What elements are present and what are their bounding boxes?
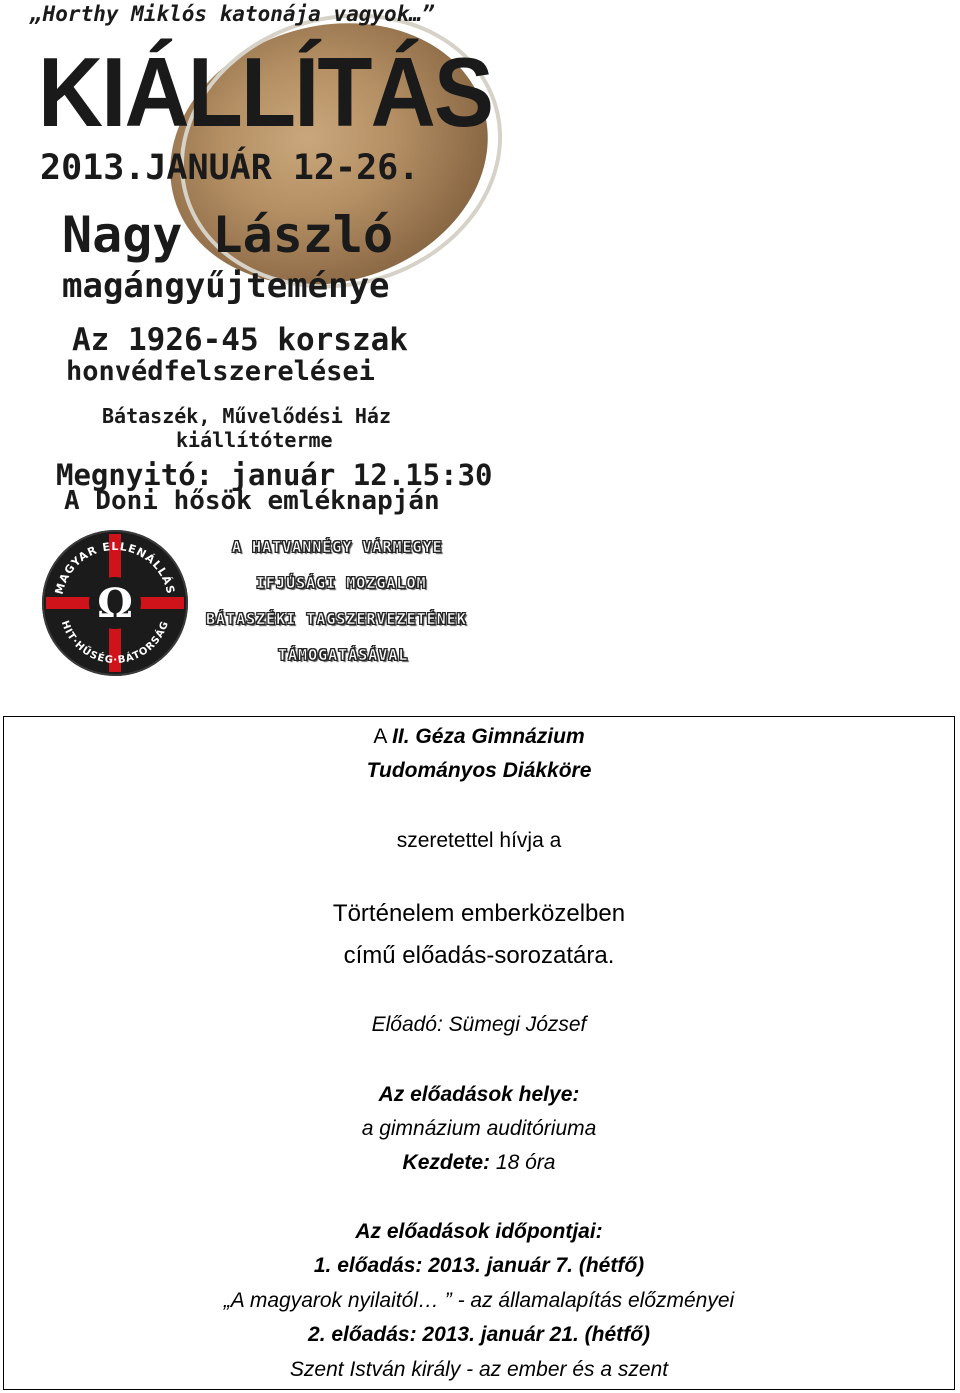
magyar-ellenallas-emblem-icon	[40, 528, 190, 678]
omega-symbol: Ω	[97, 580, 133, 627]
emblem-text-bottom: HIT·HŰSÉG·BÁTORSÁG	[58, 619, 172, 667]
poster-era-line1: Az 1926-45 korszak	[72, 322, 408, 358]
lecture1-date: 1. előadás: 2013. január 7. (hétfő)	[313, 1254, 645, 1277]
poster-venue-line2: kiállítóterme	[176, 428, 333, 452]
poster-collection: magángyűjteménye	[62, 266, 390, 306]
place-label: Az előadások helye:	[378, 1083, 580, 1106]
sponsor-line: A HATVANNÉGY VÁRMEGYE	[232, 538, 443, 556]
dates-label: Az előadások időpontjai:	[355, 1220, 603, 1243]
emblem-text-top: MAGYAR ELLENÁLLÁS	[52, 539, 178, 596]
poster-venue-line1: Bátaszék, Művelődési Ház	[102, 404, 391, 428]
exhibition-poster	[0, 0, 560, 700]
club-name: Tudományos Diákköre	[366, 759, 592, 782]
poster-title: KIÁLLÍTÁS	[38, 37, 493, 147]
lecture2-title: Szent István király - az ember és a szent	[289, 1358, 669, 1381]
school-name: II. Géza Gimnázium	[392, 725, 585, 748]
place-value: a gimnázium auditóriuma	[361, 1117, 597, 1140]
start-value: 18 óra	[495, 1151, 556, 1174]
lecture1-title: „A magyarok nyilaitól… ” - az államalapítás előzményei	[223, 1289, 735, 1312]
start-label: Kezdete:	[402, 1151, 491, 1174]
school-prefix: A	[373, 725, 387, 748]
lecture-invitation-box	[3, 716, 955, 1390]
poster-era-line2: honvédfelszerelései	[66, 356, 375, 387]
sponsor-line: TÁMOGATÁSÁVAL	[278, 646, 409, 664]
sponsor-line: BÁTASZÉKI TAGSZERVEZETÉNEK	[206, 610, 467, 628]
poster-collector-name: Nagy László	[62, 206, 394, 264]
poster-quote: „Horthy Miklós katonája vagyok…”	[30, 2, 435, 26]
start-time-line	[4, 1151, 954, 1175]
series-title: Történelem emberközelben	[332, 900, 626, 927]
poster-dates: 2013.JANUÁR 12-26.	[40, 148, 420, 188]
poster-opening-line2: A Doni hősök emléknapján	[64, 486, 440, 516]
series-subtitle: című előadás-sorozatára.	[343, 942, 615, 969]
invites-text: szeretettel hívja a	[396, 829, 562, 852]
school-line	[4, 725, 954, 749]
poster-opening-line1: Megnyitó: január 12.15:30	[56, 458, 493, 492]
lecture2-date: 2. előadás: 2013. január 21. (hétfő)	[308, 1323, 650, 1346]
speaker: Előadó: Sümegi József	[371, 1013, 587, 1036]
sponsor-line: IFJÚSÁGI MOZGALOM	[256, 574, 427, 592]
